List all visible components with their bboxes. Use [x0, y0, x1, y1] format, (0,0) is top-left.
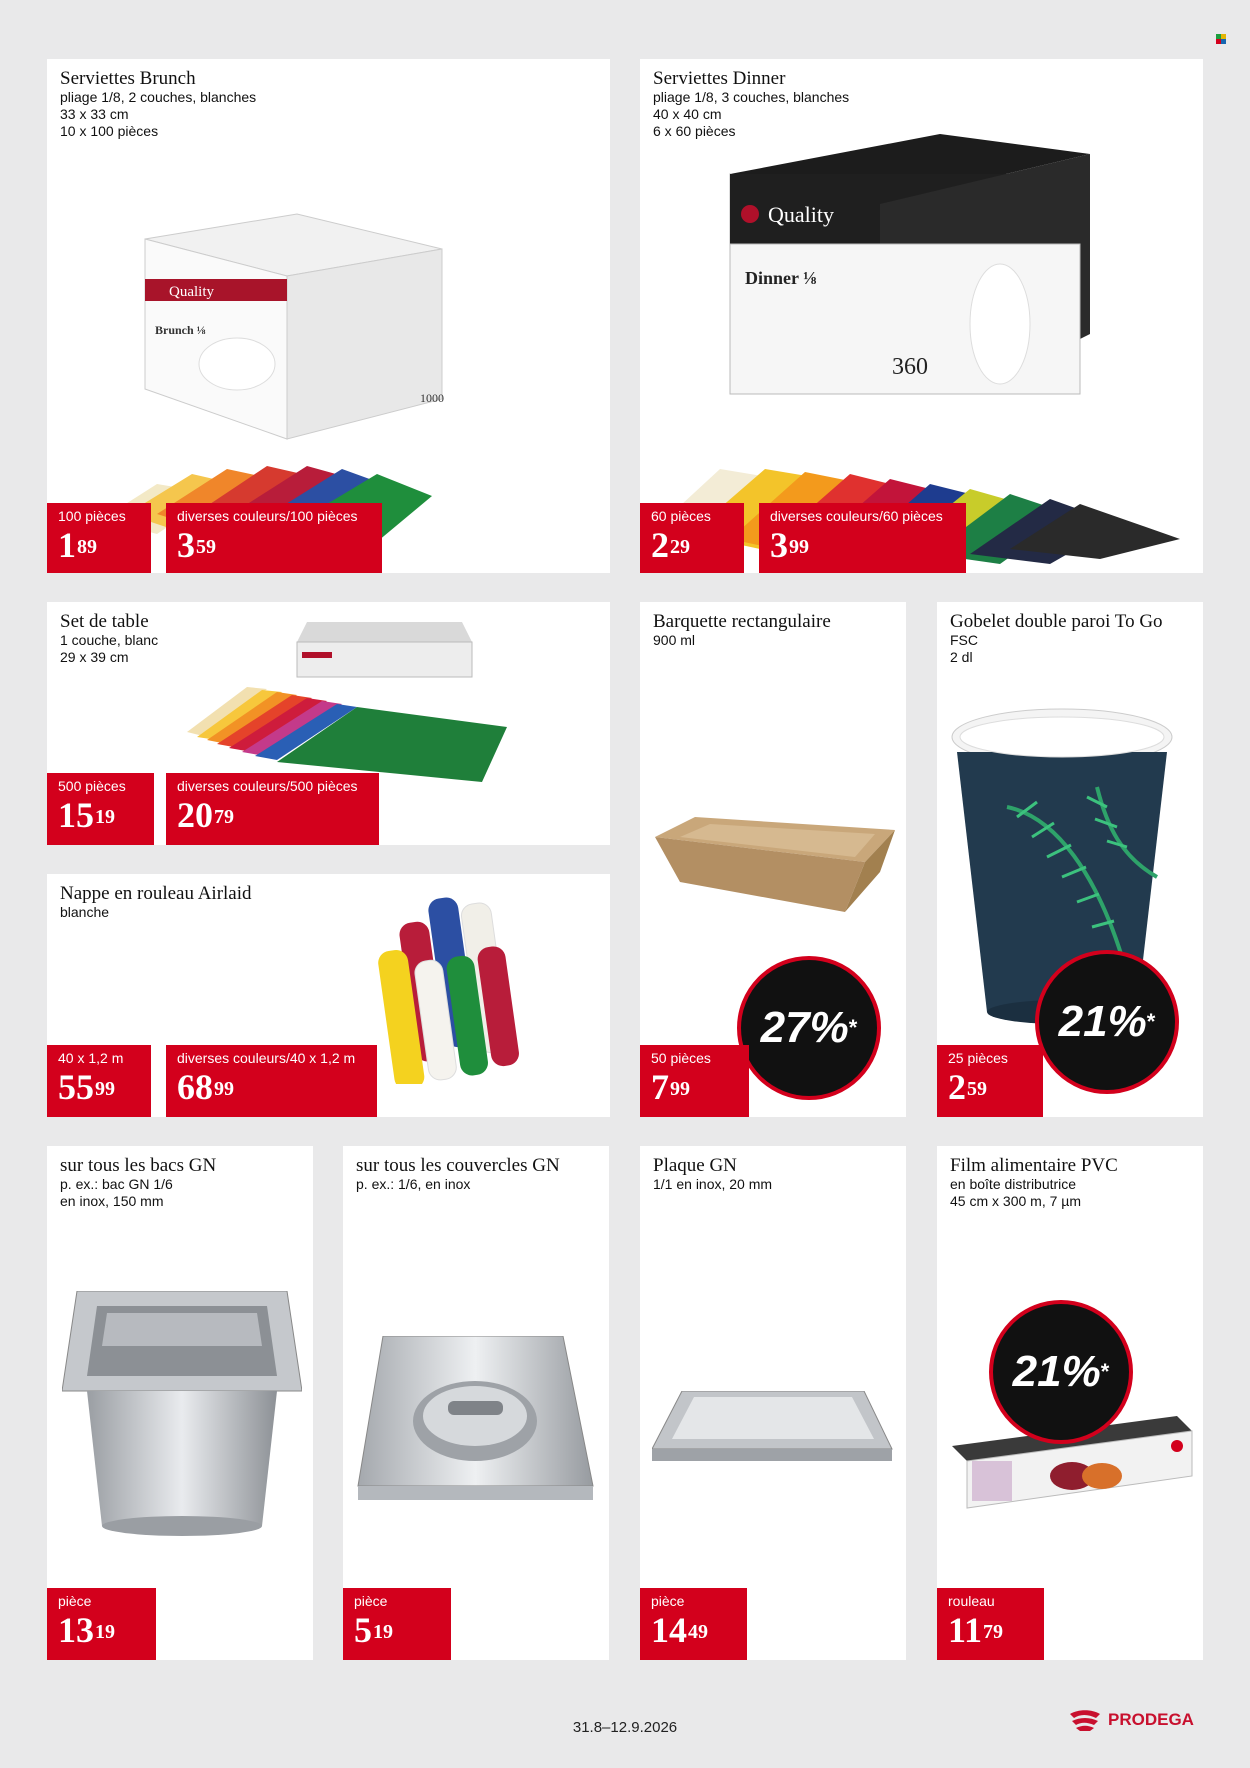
- product-title: Barquette rectangulaire: [653, 611, 831, 632]
- product-title: Set de table: [60, 611, 149, 632]
- price-tag-unit: 500 pièces $15^{19}$: [47, 773, 154, 845]
- product-card-nappe[interactable]: [47, 874, 610, 1117]
- product-title: Nappe en rouleau Airlaid: [60, 883, 252, 904]
- price-tag-unit: 50 pièces $7^{99}$: [640, 1045, 749, 1117]
- product-details: p. ex.: bac GN 1/6 en inox, 150 mm: [60, 1176, 173, 1209]
- product-details: 900 ml: [653, 632, 696, 648]
- brand-logo[interactable]: [1068, 1709, 1194, 1731]
- product-details: pliage 1/8, 3 couches, blanches 40 x 40 cm 6 x 60 pièces: [653, 89, 850, 139]
- product-card-couvercles-gn[interactable]: [343, 1146, 609, 1660]
- discount-badge: 27% *: [737, 956, 881, 1100]
- product-card-gobelet[interactable]: [937, 602, 1203, 1117]
- product-card-bacs-gn[interactable]: [47, 1146, 313, 1660]
- product-card-barquette[interactable]: [640, 602, 906, 1117]
- product-details: p. ex.: 1/6, en inox: [356, 1176, 471, 1192]
- product-title: Plaque GN: [653, 1155, 737, 1176]
- svg-text:Brunch ⅛: Brunch ⅛: [155, 323, 206, 337]
- product-details: 1 couche, blanc 29 x 39 cm: [60, 632, 159, 665]
- price-tag-colors: diverses couleurs/100 pièces $3^{59}$: [166, 503, 382, 573]
- brand-name: PRODEGA: [1108, 1710, 1194, 1729]
- price-tag-colors: diverses couleurs/40 x 1,2 m $68^{99}$: [166, 1045, 377, 1117]
- prodega-logo-icon: [1068, 1709, 1102, 1731]
- price-tag-unit: pièce $13^{19}$: [47, 1588, 156, 1660]
- product-details: 1/1 en inox, 20 mm: [653, 1176, 773, 1192]
- product-details: pliage 1/8, 2 couches, blanches 33 x 33 cm 10 x 100 pièces: [60, 89, 257, 139]
- tray-image: [650, 812, 900, 922]
- svg-text:Quality: Quality: [768, 202, 834, 227]
- product-title: Serviettes Brunch: [60, 68, 196, 89]
- price-tag-unit: 25 pièces $2^{59}$: [937, 1045, 1043, 1117]
- product-card-film-alimentaire[interactable]: [937, 1146, 1203, 1660]
- product-details: blanche: [60, 904, 110, 920]
- svg-text:360: 360: [892, 354, 928, 380]
- napkin-box-image: [650, 134, 1200, 564]
- product-details: en boîte distributrice 45 cm x 300 m, 7 µm: [950, 1176, 1081, 1209]
- price-tag-unit: 60 pièces $2^{29}$: [640, 503, 744, 573]
- gn-container-image: [62, 1291, 302, 1541]
- product-card-plaque-gn[interactable]: [640, 1146, 906, 1660]
- price-tag-unit: pièce $14^{49}$: [640, 1588, 747, 1660]
- product-card-brunch[interactable]: [47, 59, 610, 573]
- gn-lid-image: [353, 1336, 598, 1511]
- product-details: FSC 2 dl: [950, 632, 978, 665]
- price-tag-unit: 40 x 1,2 m $55^{99}$: [47, 1045, 151, 1117]
- placemat-stack-image: [177, 612, 597, 787]
- discount-badge: 21% *: [989, 1300, 1133, 1444]
- svg-text:Dinner ⅛: Dinner ⅛: [745, 268, 817, 288]
- validity-date: 31.8–12.9.2026: [572, 1719, 678, 1736]
- product-title: Serviettes Dinner: [653, 68, 786, 89]
- product-title: Gobelet double paroi To Go: [950, 611, 1163, 632]
- price-tag-colors: diverses couleurs/60 pièces $3^{99}$: [759, 503, 966, 573]
- gn-tray-image: [652, 1391, 894, 1471]
- table-roll-image: [377, 884, 587, 1084]
- product-card-dinner[interactable]: [640, 59, 1203, 573]
- product-title: sur tous les bacs GN: [60, 1155, 217, 1176]
- price-tag-colors: diverses couleurs/500 pièces $20^{79}$: [166, 773, 379, 845]
- product-title: sur tous les couvercles GN: [356, 1155, 560, 1176]
- price-tag-unit: rouleau $11^{79}$: [937, 1588, 1044, 1660]
- price-tag-unit: pièce $5^{19}$: [343, 1588, 451, 1660]
- product-card-set-de-table[interactable]: [47, 602, 610, 845]
- price-tag-unit: 100 pièces $1^{89}$: [47, 503, 151, 573]
- svg-text:Quality: Quality: [169, 284, 214, 300]
- corner-color-mark-icon: [1216, 34, 1226, 44]
- svg-text:1000: 1000: [420, 391, 444, 405]
- discount-badge: 21% *: [1035, 950, 1179, 1094]
- product-title: Film alimentaire PVC: [950, 1155, 1118, 1176]
